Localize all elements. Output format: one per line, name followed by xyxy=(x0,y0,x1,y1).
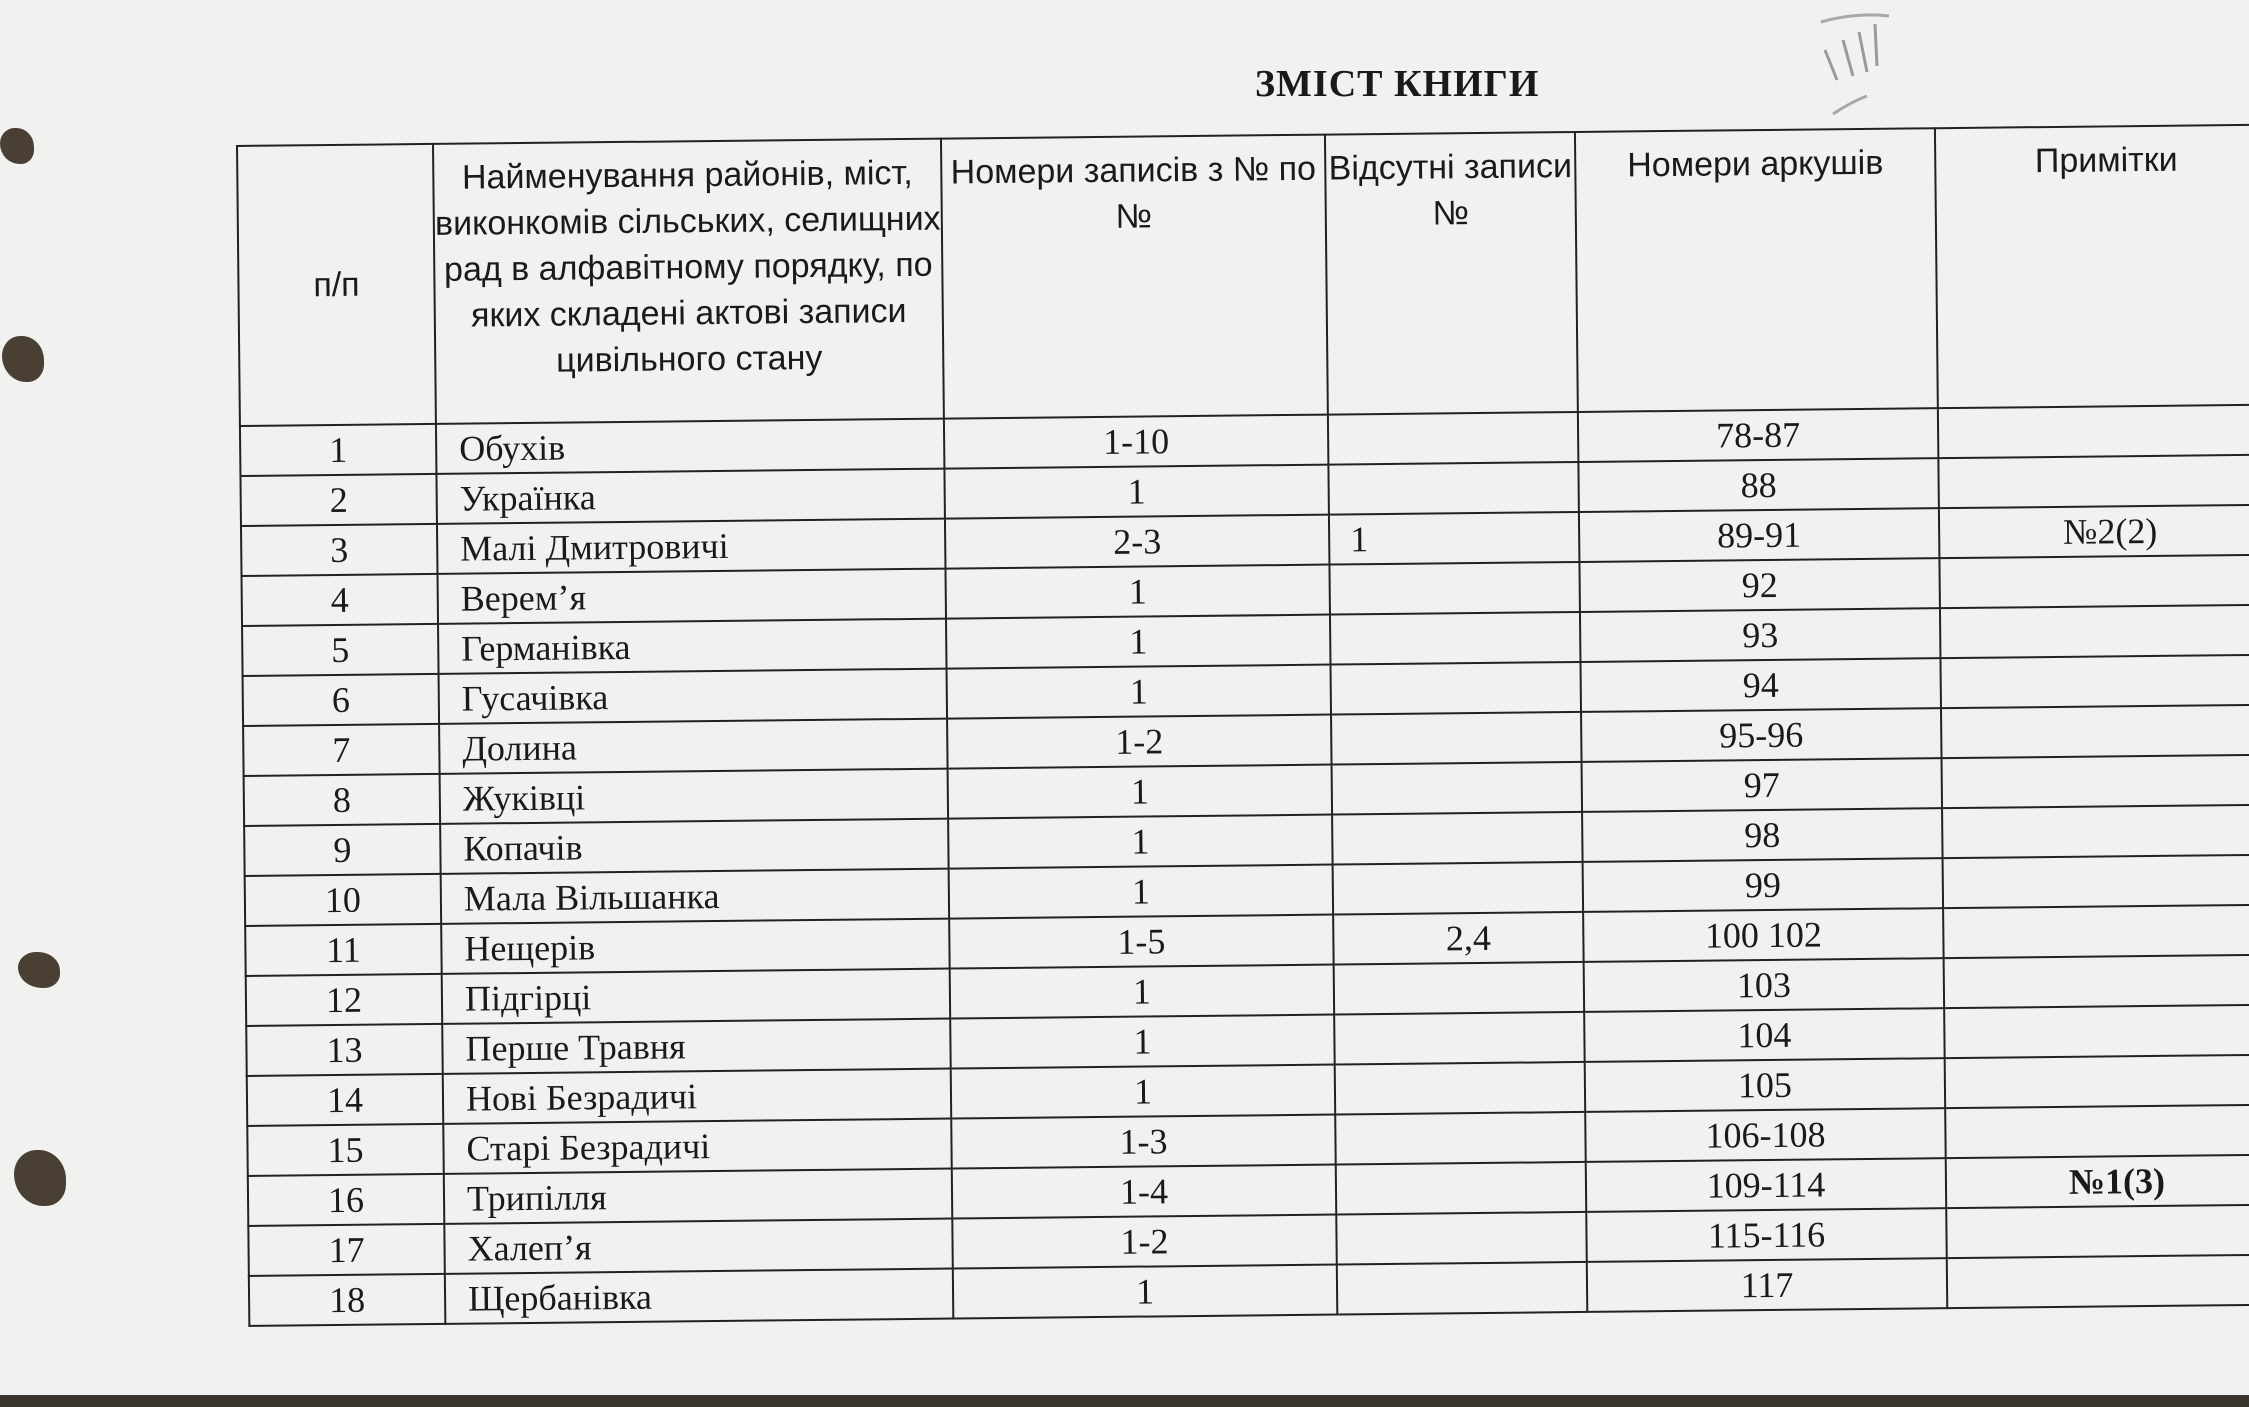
row-sheets: 78-87 xyxy=(1578,408,1939,462)
row-sheets: 109-114 xyxy=(1586,1158,1947,1212)
row-sheets: 106-108 xyxy=(1585,1108,1946,1162)
row-number: 7 xyxy=(243,724,440,776)
row-sheets: 103 xyxy=(1584,958,1945,1012)
row-sheets: 97 xyxy=(1582,758,1943,812)
row-sheets: 94 xyxy=(1580,658,1941,712)
punch-hole xyxy=(18,952,60,988)
row-number: 6 xyxy=(243,674,440,726)
row-records: 1-4 xyxy=(952,1165,1337,1219)
row-absent xyxy=(1328,462,1579,515)
row-records: 1 xyxy=(946,615,1331,669)
row-locality: Мала Вільшанка xyxy=(441,869,949,924)
row-number: 18 xyxy=(249,1274,446,1326)
row-notes xyxy=(1944,1005,2249,1059)
row-absent xyxy=(1331,662,1582,715)
row-sheets: 98 xyxy=(1582,808,1943,862)
row-notes xyxy=(1940,605,2249,659)
header-records: Номери записів з № по № xyxy=(941,135,1328,419)
row-records: 1 xyxy=(945,565,1330,619)
row-absent: 1 xyxy=(1329,512,1580,565)
row-number: 15 xyxy=(247,1124,444,1176)
row-sheets: 99 xyxy=(1583,858,1944,912)
row-records: 1-5 xyxy=(949,915,1334,969)
row-number: 14 xyxy=(247,1074,444,1126)
row-records: 1-2 xyxy=(952,1215,1337,1269)
row-sheets: 115-116 xyxy=(1586,1208,1947,1262)
header-name: Найменування районів, міст, виконкомів сільських, селищних рад в алфавітному порядку, по яких складені актові записи цивільного стану xyxy=(433,139,944,424)
row-absent xyxy=(1331,712,1582,765)
row-number: 13 xyxy=(246,1024,443,1076)
header-number: п/п xyxy=(237,144,436,426)
row-number: 8 xyxy=(244,774,441,826)
row-locality: Трипілля xyxy=(444,1169,952,1224)
row-notes xyxy=(1943,855,2249,909)
row-number: 4 xyxy=(242,574,439,626)
page-title: ЗМІСТ КНИГИ xyxy=(1255,63,1540,105)
row-locality: Малі Дмитровичі xyxy=(437,519,945,574)
handwritten-mark xyxy=(1815,10,1895,120)
punch-hole xyxy=(0,128,34,164)
page-bottom-edge xyxy=(0,1395,2249,1407)
row-absent xyxy=(1329,562,1580,615)
row-absent: 2,4 xyxy=(1333,912,1584,965)
row-locality: Халеп’я xyxy=(444,1219,952,1274)
row-absent xyxy=(1334,1012,1585,1065)
row-absent xyxy=(1335,1062,1586,1115)
row-locality: Долина xyxy=(439,719,947,774)
header-absent: Відсутні записи № xyxy=(1325,132,1578,415)
row-absent xyxy=(1336,1162,1587,1215)
row-records: 1 xyxy=(944,465,1329,519)
row-notes xyxy=(1943,905,2249,959)
punch-hole xyxy=(14,1150,66,1206)
row-notes xyxy=(1939,555,2249,609)
row-notes: №1(3) xyxy=(1946,1155,2249,1209)
row-absent xyxy=(1330,612,1581,665)
row-notes xyxy=(1940,655,2249,709)
row-absent xyxy=(1336,1212,1587,1265)
punch-hole xyxy=(2,336,44,382)
row-records: 2-3 xyxy=(945,515,1330,569)
row-sheets: 89-91 xyxy=(1579,508,1940,562)
row-absent xyxy=(1328,412,1579,465)
row-notes xyxy=(1941,705,2249,759)
row-number: 10 xyxy=(245,874,442,926)
row-number: 12 xyxy=(246,974,443,1026)
row-absent xyxy=(1334,962,1585,1015)
row-records: 1-10 xyxy=(944,415,1329,469)
row-notes xyxy=(1938,405,2249,459)
row-records: 1 xyxy=(949,865,1334,919)
row-locality: Підгірці xyxy=(442,969,950,1024)
row-absent xyxy=(1333,862,1584,915)
row-absent xyxy=(1332,762,1583,815)
row-number: 16 xyxy=(248,1174,445,1226)
row-locality: Жуківці xyxy=(440,769,948,824)
row-locality: Перше Травня xyxy=(442,1019,950,1074)
row-locality: Нові Безрадичі xyxy=(443,1069,951,1124)
row-records: 1 xyxy=(948,815,1333,869)
header-row xyxy=(237,125,2249,426)
row-notes xyxy=(1938,455,2249,509)
row-number: 3 xyxy=(241,524,438,576)
row-sheets: 100 102 xyxy=(1583,908,1944,962)
row-notes xyxy=(1942,805,2249,859)
row-records: 1 xyxy=(948,765,1333,819)
table-body xyxy=(240,405,2249,1326)
row-notes xyxy=(1944,955,2249,1009)
row-locality: Копачів xyxy=(440,819,948,874)
row-locality: Українка xyxy=(436,469,944,524)
row-locality: Обухів xyxy=(436,419,944,474)
row-notes xyxy=(1946,1205,2249,1259)
row-number: 2 xyxy=(240,474,437,526)
row-sheets: 117 xyxy=(1587,1258,1948,1312)
row-sheets: 93 xyxy=(1580,608,1941,662)
row-locality: Верем’я xyxy=(438,569,946,624)
row-locality: Нещерів xyxy=(441,919,949,974)
row-records: 1 xyxy=(951,1065,1336,1119)
row-locality: Гусачівка xyxy=(439,669,947,724)
row-sheets: 88 xyxy=(1578,458,1939,512)
row-sheets: 104 xyxy=(1584,1008,1945,1062)
header-notes: Примітки xyxy=(1935,125,2249,409)
contents-table xyxy=(236,124,2249,1327)
row-records: 1 xyxy=(947,665,1332,719)
row-records: 1-3 xyxy=(951,1115,1336,1169)
row-records: 1 xyxy=(950,965,1335,1019)
row-notes xyxy=(1942,755,2249,809)
header-sheets: Номери аркушів xyxy=(1575,128,1938,412)
row-number: 11 xyxy=(245,924,442,976)
row-records: 1 xyxy=(953,1265,1338,1319)
row-locality: Германівка xyxy=(438,619,946,674)
row-absent xyxy=(1337,1262,1588,1315)
row-number: 17 xyxy=(248,1224,445,1276)
row-records: 1-2 xyxy=(947,715,1332,769)
row-absent xyxy=(1335,1112,1586,1165)
row-locality: Щербанівка xyxy=(445,1269,953,1324)
row-locality: Старі Безрадичі xyxy=(443,1119,951,1174)
row-notes xyxy=(1947,1255,2249,1309)
row-notes xyxy=(1945,1055,2249,1109)
row-sheets: 95-96 xyxy=(1581,708,1942,762)
row-absent xyxy=(1332,812,1583,865)
row-number: 5 xyxy=(242,624,439,676)
row-notes xyxy=(1945,1105,2249,1159)
contents-table-wrapper xyxy=(236,124,2249,1327)
row-sheets: 105 xyxy=(1585,1058,1946,1112)
row-sheets: 92 xyxy=(1579,558,1940,612)
row-notes: №2(2) xyxy=(1939,505,2249,559)
row-records: 1 xyxy=(950,1015,1335,1069)
row-number: 1 xyxy=(240,424,437,476)
row-number: 9 xyxy=(244,824,441,876)
